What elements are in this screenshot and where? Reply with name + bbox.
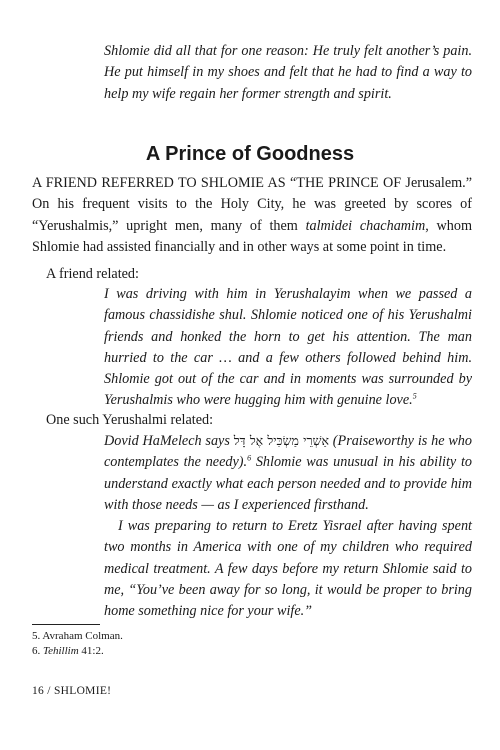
- paragraph-text-end: , whom Shlomie had assisted financially and in other ways at some point in time.: [32, 217, 472, 255]
- block-quote-1: [104, 284, 472, 412]
- footnote-5: 5. Avraham Colman.: [32, 630, 123, 642]
- quote-text: Dovid HaMelech says: [104, 433, 234, 449]
- block-quote-2: [104, 430, 472, 623]
- footnote-ref-5[interactable]: 5: [412, 391, 417, 401]
- quote-paragraph: I was preparing to return to Eretz Yisrael after having spent two months in America with one of my children who required medical treatment. A few days before my return Shlomie said to me, “You’ve been away for so long, it would be proper to bring home something nice for your wife.”: [104, 518, 472, 620]
- hebrew-verse: אַשְׁרֵי מַשְׂכִּיל אֶל דָּל: [233, 433, 329, 448]
- footnote-number: 6.: [32, 645, 43, 657]
- quote-text: I was driving with him in Yerushalayim when we passed a famous chassidishe shul. Shlomie noticed one of his Yerushalmi friends and honked the horn to get his attention. The man hurried to the car … and a few others followed behind him. Shlomie got out of the car and in moments was surrounded by Yerushalmis who were hugging him with genuine love.: [104, 286, 472, 409]
- paragraph-text: Jerusalem.” On his frequent visits to the Holy City, he was greeted by scores of “Yerushalmis,” upright men, many of them: [32, 175, 472, 234]
- footnote-ref-6[interactable]: 6: [247, 453, 252, 463]
- quote-text: (Praiseworthy is he who contemplates the needy).: [104, 433, 472, 471]
- footnote-6: [32, 644, 104, 658]
- italic-term: talmidei chachamim: [305, 217, 426, 234]
- quote-text: Shlomie was unusual in his ability to understand exactly what each person needed and to provide him with those needs — as I experienced firsthand.: [104, 454, 472, 513]
- footnote-ref: 41:2.: [78, 645, 104, 657]
- body-paragraph-1: [32, 173, 472, 258]
- intro-line-2: One such Yerushalmi related:: [46, 412, 214, 428]
- footnote-rule: [32, 624, 100, 625]
- footnote-book: Tehillim: [43, 645, 79, 657]
- page-folio: 16 / SHLOMIE!: [32, 685, 112, 697]
- opening-quote: Shlomie did all that for one reason: He truly felt another’s pain. He put himself in my shoes and felt that he had to find a way to help my wife regain her former strength and spirit.: [104, 43, 472, 102]
- small-caps-lead: A FRIEND REFERRED TO SHLOMIE AS “THE PRINCE OF: [32, 175, 402, 191]
- intro-line-1: A friend related:: [46, 266, 139, 282]
- section-heading: A Prince of Goodness: [145, 143, 355, 165]
- quote-paragraph: [104, 430, 472, 516]
